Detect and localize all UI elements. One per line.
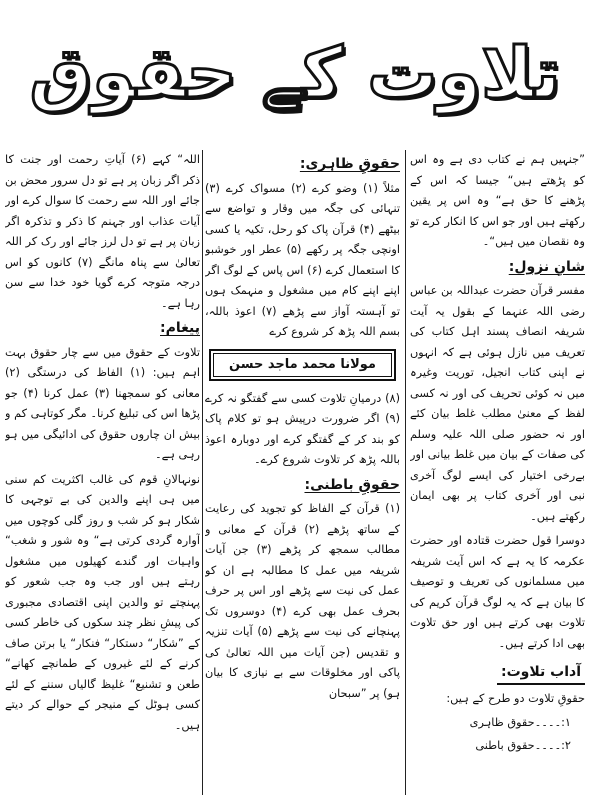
huquq-batini-paragraph: (۱) قرآن کے الفاظ کو تجوید کی رعایت کے ساتھ پڑھے (۲) قرآن کے معانی و مطالب سمجھ کر پڑھے (۳) جن آیات شریفہ میں عمل کا مطالبہ ہے ان کو عمل کی نیت سے پڑھے اور اس پر حرف بحرف عمل بھی کرے (۴) دوسروں تک پہنچانے کی نیت سے پڑھے (۵) آیات تنزیہ و تقدیس (جن آیات میں اللہ تعالیٰ کی پاکی اور مخلوقات سے بے نیازی کا بیان ہو) پر ”سبحان <box>205 502 400 700</box>
column-1 <box>410 150 585 795</box>
continuation-paragraph: اللہ“ کہے (۶) آیاتِ رحمت اور جنت کا ذکر اگر زبان پر ہے تو دل سرور محض بن جائے اور اللہ سے رحمت کا سوال کرے اور آیات عذاب اور جہنم کا ذکر و تذکرہ اگر زبان پر ہے تو دل لرز جائے اور رک کر اللہ تعالیٰ سے پناہ مانگے (۷) کانوں کو اس درجہ متوجہ کرے گویا خود خدا سے سن رہا ہے۔ <box>5 153 200 310</box>
paigham-paragraph-1: تلاوت کے حقوق میں سے چار حقوق بہت اہم ہیں: (۱) الفاظ کی درستگی (۲) معانی کو سمجھنا (۳) عمل کرنا (۴) جو پڑھا اس کی تبلیغ کرنا۔ مگر کوتاہی کم و بیش ان چاروں حقوق کی ادائیگی میں ہو رہی ہے۔ <box>5 345 200 461</box>
author-name: مولانا محمد ماجد حسن <box>213 353 392 377</box>
adab-tilawat-heading: آداب تلاوت: <box>497 662 585 685</box>
intro-paragraph: ”جنہیں ہم نے کتاب دی ہے وہ اس کو پڑھتے ہیں“ جیسا کہ اس کے پڑھنے کا حق ہے“ وہ اس پر یقین رکھتے ہیں اور جو اس کا انکار کرے تو وہ نقصان میں ہیں“۔ <box>410 153 585 248</box>
list-item: ۲:۔۔۔۔حقوق باطنی <box>475 738 571 752</box>
shan-nuzool-paragraph-2: دوسرا قول حضرت قتادہ اور حضرت عکرمہ کا یہ ہے کہ اس آیت شریفہ میں مسلمانوں کی تعریف و توصیف کا بیان ہے کہ یہ لوگ قرآن کریم کی تلاوت بھی کرتے ہیں اور حق تلاوت بھی ادا کرتے ہیں۔ <box>410 534 585 650</box>
page-title: تلاوت کے حقوق <box>29 31 561 114</box>
huquq-zahiri-paragraph-2: (۸) درمیانِ تلاوت کسی سے گفتگو نہ کرے (۹) اگر ضرورت درپیش ہو تو کلام پاک کو بند کر کے گفتگو کرے اور دوبارہ اعوذ باللہ پڑھ کر تلاوت شروع کرے۔ <box>205 391 400 466</box>
adab-list <box>410 713 585 756</box>
column-2 <box>205 150 400 795</box>
paigham-heading: پیغام: <box>160 320 200 336</box>
adab-intro: حقوقِ تلاوت دو طرح کے ہیں: <box>446 691 585 705</box>
shan-nuzool-paragraph-1: مفسر قرآن حضرت عبداللہ بن عباس رضی اللہ عنہما کے بقول یہ آیت شریفہ انصاف پسند اہل کتاب کی تعریف میں نازل ہوئی ہے کہ انہوں نے اپنی کتاب انجیل، توریت وغیرہ میں نہ کوئی تحریف کی اور نہ کسی لفظ کے معنیٰ مطلب غلط بیان کئے اور نہ حضور صلی اللہ علیہ وسلم کی صفات کے بیان میں غلط بیانی اور بےرخی اختیار کی ایسے لوگ آخری نبی اور آخری کتاب پر بھی ایمان رکھتے ہیں۔ <box>410 284 585 523</box>
list-item: ۱:۔۔۔۔حقوق ظاہری <box>469 716 571 729</box>
paigham-paragraph-2: نونہالانِ قوم کی غالب اکثریت کم سنی میں ہی اپنے والدین کی بے توجہی کا شکار ہو کر شب و روز گلی کوچوں میں آوارہ گردی کرتی ہے“ وہ شور و شغب“ واہیات اور گندے کھیلوں میں مشغول رہتے ہیں اور جب وہ جب شعور کو پہنچتے تو والدین اپنی اقتصادی مجبوری کی پیشِ نظر چند سکوں کی خاطر کسی کے ”شکار“ دستکار“ فنکار“ یا برتن صاف کرنے کے لئے غیروں کے طمانچے کھانے“ طعن و تشنیع“ غلیظ گالیاں سننے کے لئے کسی ہوٹل کے منیجر کے حوالے کر دیتے ہیں۔ <box>5 472 200 732</box>
column-divider <box>202 150 203 795</box>
huquq-zahiri-heading: حقوقِ ظاہری: <box>299 156 400 172</box>
huquq-batini-heading: حقوقِ باطنی: <box>304 476 400 493</box>
column-3 <box>5 150 200 795</box>
huquq-zahiri-paragraph-1: مثلاً (۱) وضو کرے (۲) مسواک کرے (۳) تنہائی کی جگہ میں وقار و تواضع سے بیٹھے (۴) قرآن پاک کو رحل، تکیہ یا کسی اونچی جگہ پر رکھے (۵) عطر اور خوشبو کا استعمال کرے (۶) اس پاس کے لوگ اگر اپنے اپنے کام میں مشغول و منہمک ہوں تو آہستہ آواز سے پڑھے (۷) اعوذ باللہ، بسم اللہ پڑھ کر شروع کرے <box>205 181 400 338</box>
author-box <box>209 349 396 381</box>
column-divider <box>405 150 406 795</box>
shan-nuzool-heading: شانِ نزول: <box>508 258 585 275</box>
